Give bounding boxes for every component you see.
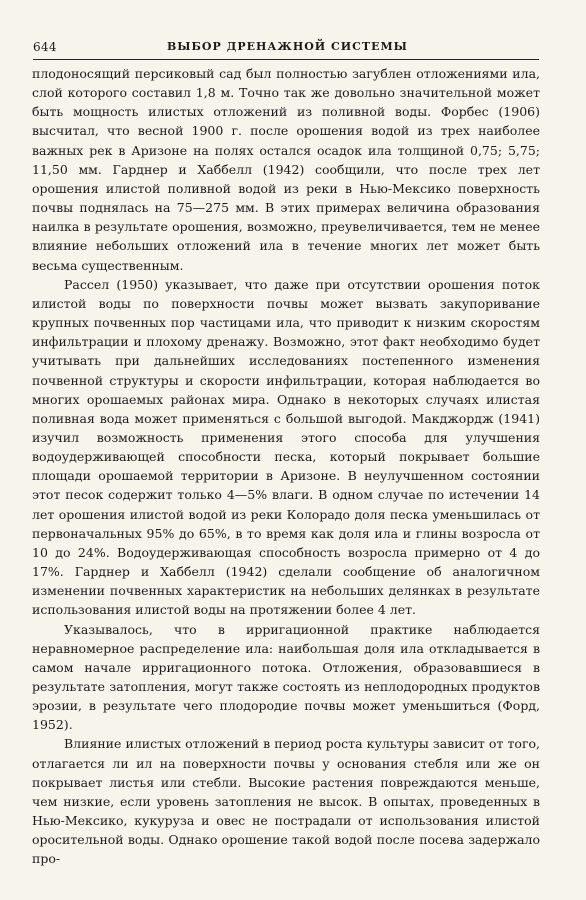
running-title: ВЫБОР ДРЕНАЖНОЙ СИСТЕМЫ (167, 40, 408, 53)
paragraph: Рассел (1950) указывает, что даже при отсутствии орошения поток илистой воды по поверхности почвы может вызвать закупоривание крупных почвенных пор частицами ила, что приводит к низким скоростям инфильтрации и плохому дренажу. Возможно, этот факт необходимо будет учитывать при дальнейших исследованиях постепенного изменения почвенной структуры и скорости инфильтрации, которая наблюдается во многих орошаемых районах мира. Однако в некоторых случаях илистая поливная вода может применяться с большой выгодой. Макджордж (1941) изучил возможность применения этого способа для улучшения водоудерживающей способности песка, который покрывает большие площади орошаемой территории в Аризоне. В неулучшенном состоянии этот песок содержит только 4—5% влаги. В одном случае по истечении 14 лет орошения илистой водой из реки Колорадо доля песка уменьшилась от первоначальных 95% до 65%, в то время как доля ила и глины возросла от 10 до 24%. Водоудерживающая способность возросла примерно от 4 до 17%. Гарднер и Хаббелл (1942) сделали сообщение об аналогичном изменении почвенных характеристик на небольших делянках в результате использования илистой воды на протяжении более 4 лет. (32, 276, 540, 618)
paragraph: плодоносящий персиковый сад был полностью загублен отложениями ила, слой которого составил 1,8 м. Точно так же довольно значительной может быть мощность илистых отложений из поливной воды. Форбес (1906) высчитал, что весной 1900 г. после орошения водой из трех наиболее важных рек в Аризоне на полях остался осадок ила толщиной 0,75; 5,75; 11,50 мм. Гарднер и Хаббелл (1942) сообщили, что после трех лет орошения илистой поливной водой из реки в Нью-Мексико поверхность почвы поднялась на 75—275 мм. В этих примерах величина образования наилка в результате орошения, возможно, преувеличивается, тем не менее влияние небольших отложений ила в течение многих лет может быть весьма существенным. (32, 66, 540, 273)
header-rule (33, 59, 539, 60)
page-number: 644 (33, 40, 57, 54)
body-text (32, 64, 540, 869)
paragraph: Указывалось, что в ирригационной практике наблюдается неравномерное распределение ила: наибольшая доля ила откладывается в самом начале ирригационного потока. Отложения, образовавшиеся в результате затопления, могут также состоять из неплодородных продуктов эрозии, в результате чего плодородие почвы может уменьшиться (Форд, 1952). (32, 621, 540, 733)
paragraph: Влияние илистых отложений в период роста культуры зависит от того, отлагается ли ил на поверхности почвы у основания стебля или же он покрывает листья или стебли. Высокие растения повреждаются меньше, чем низкие, если уровень затопления не высок. В опытах, проведенных в Нью-Мексико, кукуруза и овес не пострадали от использования илистой оросительной воды. Однако орошение такой водой после посева задержало про- (32, 736, 540, 867)
page-header (33, 40, 539, 56)
